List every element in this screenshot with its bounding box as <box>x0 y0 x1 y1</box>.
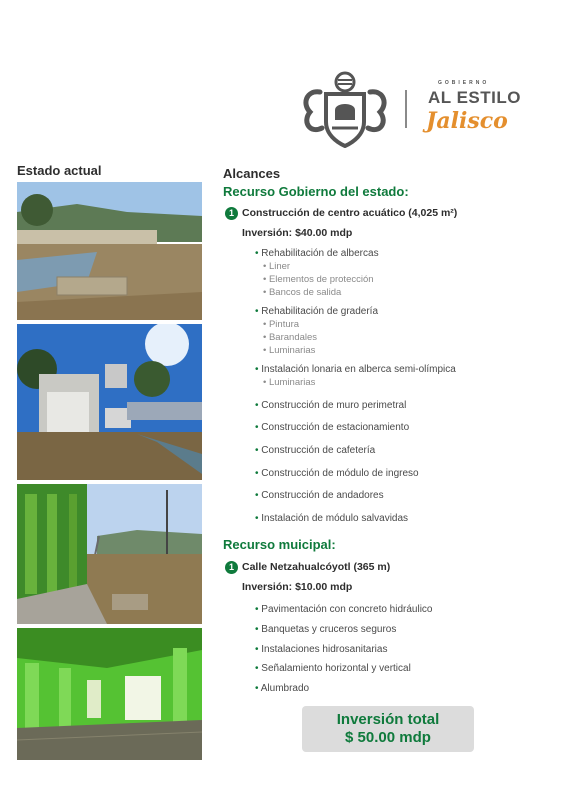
state-resource-heading: Recurso Gobierno del estado: <box>223 184 409 199</box>
municipal-resource-heading: Recurso muicipal: <box>223 537 336 552</box>
total-investment-amount: $ 50.00 mdp <box>345 729 431 746</box>
state-scope-item: • Construcción de cafetería <box>255 445 375 456</box>
municipal-scope-item: • Pavimentación con concreto hidráulico <box>255 604 433 615</box>
state-scope-item: • Construcción de módulo de ingreso <box>255 468 419 479</box>
state-investment: Inversión: $40.00 mdp <box>242 227 353 239</box>
state-scope-subitem: • Luminarias <box>263 377 315 388</box>
municipal-investment: Inversión: $10.00 mdp <box>242 581 353 593</box>
current-state-title: Estado actual <box>17 163 102 178</box>
brand-big-text: Jalisco <box>426 108 508 134</box>
state-item-number-badge: 1 <box>225 207 238 220</box>
state-scope-item: • Construcción de andadores <box>255 490 384 501</box>
municipal-scope-item: • Banquetas y cruceros seguros <box>255 624 396 635</box>
state-scope-subitem: • Luminarias <box>263 345 315 356</box>
photo-grandstand <box>17 484 202 624</box>
state-scope-item: • Construcción de muro perimetral <box>255 400 406 411</box>
photo-pool-area <box>17 182 202 320</box>
brand-small-text: GOBIERNO <box>438 80 490 86</box>
scope-heading: Alcances <box>223 166 281 181</box>
state-scope-item: • Rehabilitación de gradería <box>255 306 378 317</box>
state-scope-item: • Rehabilitación de albercas <box>255 248 379 259</box>
state-scope-subitem: • Elementos de protección <box>263 274 374 285</box>
state-scope-item: • Instalación de módulo salvavidas <box>255 513 408 524</box>
total-investment-label: Inversión total <box>336 711 440 728</box>
photo-interior <box>17 628 202 760</box>
state-scope-subitem: • Pintura <box>263 319 299 330</box>
jalisco-crest-icon <box>300 70 390 148</box>
state-scope-item: • Construcción de estacionamiento <box>255 422 409 433</box>
logo-divider <box>405 90 407 128</box>
brand-mid-text: AL ESTILO <box>428 88 521 107</box>
municipal-item-number-badge: 1 <box>225 561 238 574</box>
total-investment-box <box>302 706 474 752</box>
state-scope-subitem: • Bancos de salida <box>263 287 341 298</box>
state-scope-item: • Instalación lonaria en alberca semi-olímpica <box>255 364 456 375</box>
government-logo <box>300 70 540 150</box>
municipal-scope-item: • Alumbrado <box>255 683 309 694</box>
state-scope-subitem: • Barandales <box>263 332 317 343</box>
municipal-scope-item: • Señalamiento horizontal y vertical <box>255 663 411 674</box>
state-item-title: Construcción de centro acuático (4,025 m²) <box>242 207 458 219</box>
municipal-scope-item: • Instalaciones hidrosanitarias <box>255 644 387 655</box>
photo-building <box>17 324 202 480</box>
municipal-item-title: Calle Netzahualcóyotl (365 m) <box>242 561 391 573</box>
state-scope-subitem: • Liner <box>263 261 290 272</box>
